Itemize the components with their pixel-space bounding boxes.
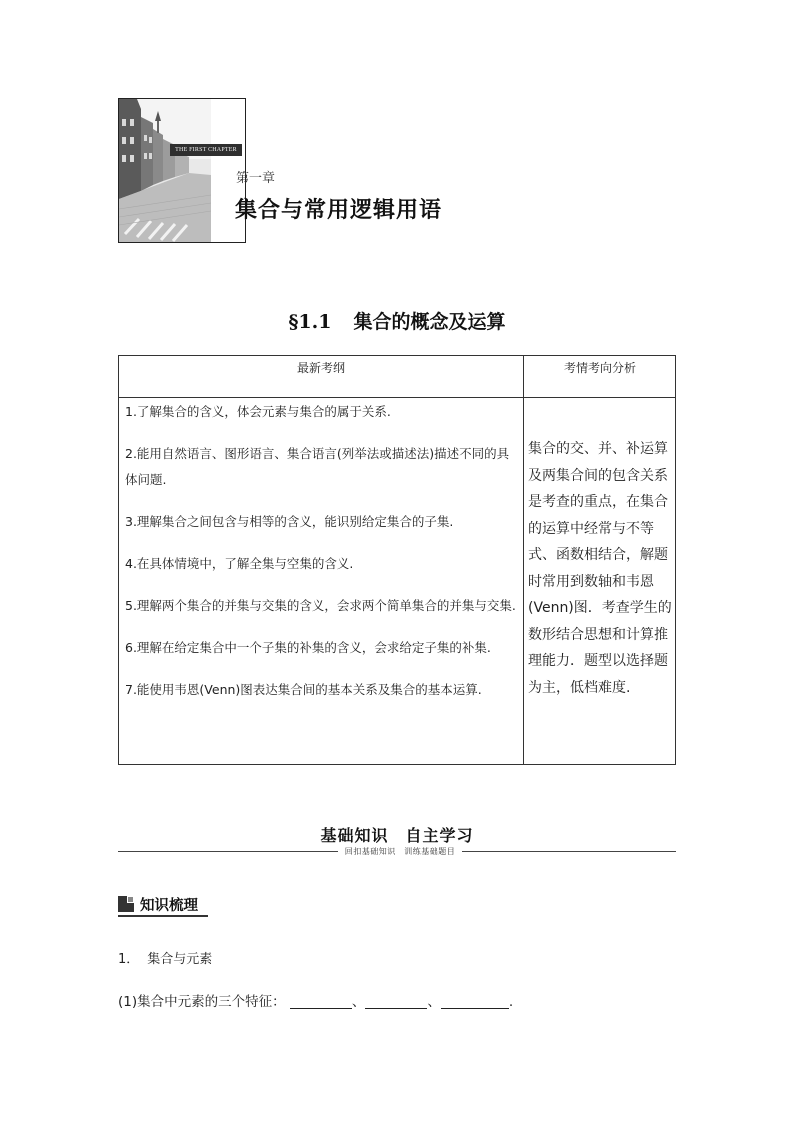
basics-heading: 基础知识 自主学习: [320, 826, 474, 845]
square-bullet-icon: [118, 896, 134, 912]
blank-separator: 、: [427, 994, 441, 1010]
answer-blank[interactable]: [290, 994, 352, 1009]
requirement-item: 3.理解集合之间包含与相等的含义，能识别给定集合的子集.: [125, 514, 454, 529]
question-period: .: [508, 994, 514, 1010]
exam-analysis-text: 集合的交、并、补运算及两集合间的包含关系是考查的重点，在集合的运算中经常与不等式、函数相结合，解题时常用到数轴和韦恩(Venn)图．考查学生的数形结合思想和计算推理能力．题型以选择题为主，低档难度.: [528, 441, 672, 696]
table-header-analysis: 考情考向分析: [563, 361, 636, 375]
table-header-syllabus: 最新考纲: [296, 361, 345, 375]
requirement-item: 1.了解集合的含义，体会元素与集合的属于关系.: [125, 404, 391, 419]
requirement-item: 2.能用自然语言、图形语言、集合语言(列举法或描述法)描述不同的具体问题.: [125, 446, 510, 487]
answer-blank[interactable]: [441, 994, 509, 1009]
section-name: 集合的概念及运算: [353, 311, 506, 333]
requirement-item: 6.理解在给定集合中一个子集的补集的含义，会求给定子集的补集.: [125, 640, 491, 655]
chapter-street-photo: [119, 99, 211, 242]
basics-rule-left: [118, 851, 338, 852]
knowledge-title: 知识梳理: [140, 898, 198, 914]
point-heading: [118, 948, 212, 967]
requirement-item: 5.理解两个集合的并集与交集的含义，会求两个简单集合的并集与交集.: [125, 598, 516, 613]
section-title: [0, 307, 794, 334]
basics-subheading: 回扣基础知识 训练基础题目: [344, 847, 456, 856]
section-number: §1.1: [288, 311, 332, 333]
requirement-list: [125, 399, 519, 703]
table-header-divider: [118, 397, 676, 398]
point-label: 集合与元素: [147, 952, 213, 967]
table-column-divider: [523, 355, 524, 765]
knowledge-underline: [118, 915, 208, 917]
requirement-item: 4.在具体情境中，了解全集与空集的含义.: [125, 556, 354, 571]
chapter-ribbon: THE FIRST CHAPTER: [170, 144, 242, 156]
chapter-label: 第一章: [236, 171, 276, 186]
question-text: (1)集合中元素的三个特征：: [118, 994, 286, 1010]
basics-rule-right: [462, 851, 676, 852]
answer-blank[interactable]: [365, 994, 427, 1009]
blank-separator: 、: [351, 994, 366, 1010]
requirement-item: 7.能使用韦恩(Venn)图表达集合间的基本关系及集合的基本运算.: [125, 682, 482, 697]
point-number: 1．: [118, 952, 140, 967]
fill-in-question: [118, 990, 513, 1010]
chapter-title: 集合与常用逻辑用语: [235, 198, 443, 223]
